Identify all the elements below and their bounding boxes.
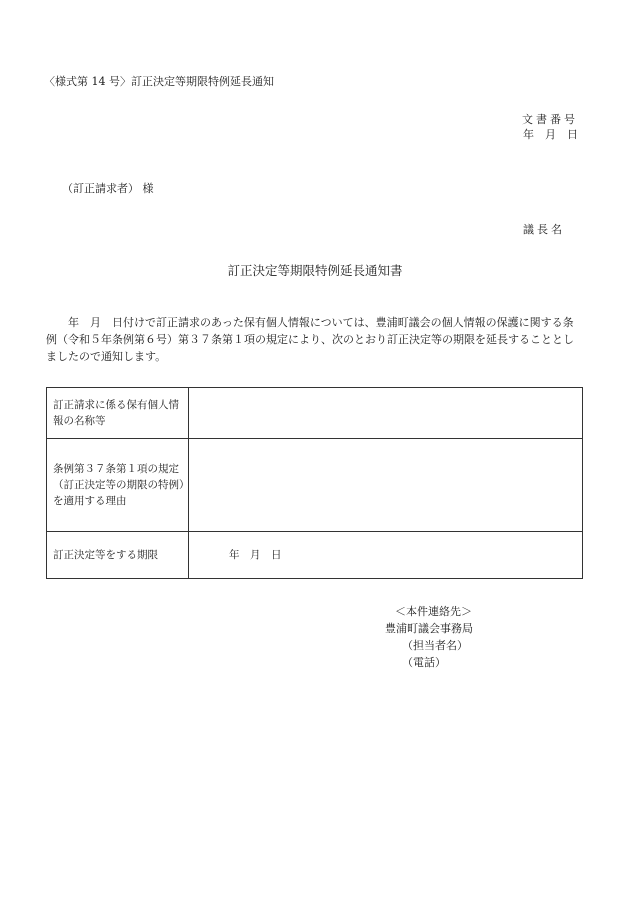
form-number: 〈様式第 14 号〉訂正決定等期限特例延長通知 <box>44 75 274 88</box>
contact-person: （担当者名） <box>402 639 468 652</box>
sender-name: 議長名 <box>523 223 565 236</box>
row-value-deadline: 年 月 日 <box>189 532 583 579</box>
document-title: 訂正決定等期限特例延長通知書 <box>227 263 403 278</box>
info-table <box>46 387 583 579</box>
row-value-reason <box>189 439 583 532</box>
row-label-reason: 条例第３７条第１項の規定（訂正決定等の期限の特例）を適用する理由 <box>47 439 189 532</box>
row-label-deadline: 訂正決定等をする期限 <box>47 532 189 579</box>
table-row <box>47 388 583 439</box>
document-date: 年 月 日 <box>523 128 578 141</box>
recipient: （訂正請求者） 様 <box>62 182 154 195</box>
contact-heading: ＜本件連絡先＞ <box>395 605 472 618</box>
contact-block <box>385 603 473 671</box>
body-paragraph: 年 月 日付けで訂正請求のあった保有個人情報については、豊浦町議会の個人情報の保護に関する条例（令和５年条例第６号）第３７条第１項の規定により、次のとおり訂正決定等の期限を延長することとしましたので通知します。 <box>46 316 574 363</box>
document-number: 文書番号 <box>522 113 578 126</box>
contact-office: 豊浦町議会事務局 <box>385 622 473 635</box>
contact-phone: （電話） <box>402 656 446 669</box>
table-row <box>47 439 583 532</box>
table-row <box>47 532 583 579</box>
row-label-info-name: 訂正請求に係る保有個人情報の名称等 <box>47 388 189 439</box>
row-value-info-name <box>189 388 583 439</box>
